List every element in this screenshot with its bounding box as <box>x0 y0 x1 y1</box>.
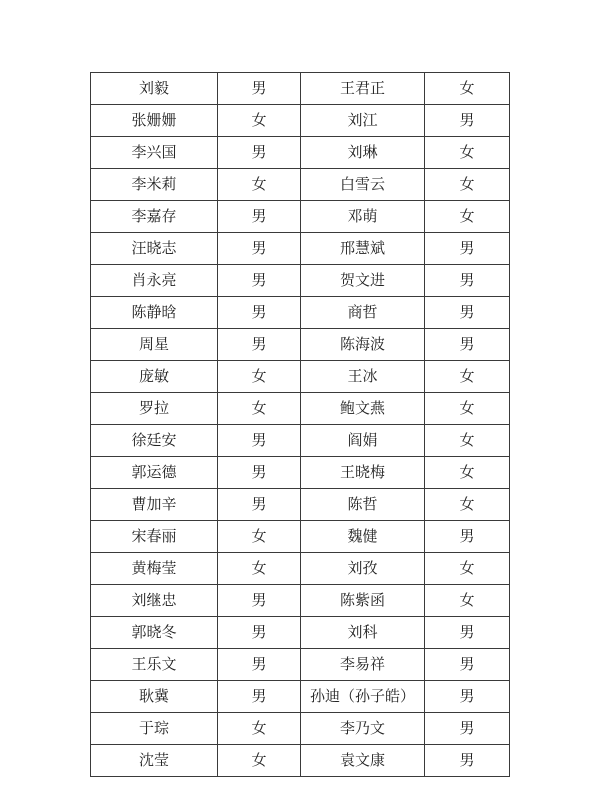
table-row <box>91 393 510 425</box>
gender-cell: 男 <box>218 425 301 457</box>
gender-cell: 男 <box>218 137 301 169</box>
gender-cell: 男 <box>218 233 301 265</box>
name-cell: 王乐文 <box>91 649 218 681</box>
table-row <box>91 169 510 201</box>
name-cell: 邓萌 <box>301 201 425 233</box>
gender-cell: 女 <box>425 553 510 585</box>
gender-cell: 男 <box>425 649 510 681</box>
name-cell: 刘毅 <box>91 73 218 105</box>
table-row <box>91 73 510 105</box>
table-row <box>91 521 510 553</box>
name-cell: 商哲 <box>301 297 425 329</box>
gender-cell: 女 <box>218 713 301 745</box>
name-cell: 魏健 <box>301 521 425 553</box>
name-cell: 刘琳 <box>301 137 425 169</box>
table-row <box>91 681 510 713</box>
name-cell: 徐廷安 <box>91 425 218 457</box>
table-row <box>91 553 510 585</box>
table-row <box>91 457 510 489</box>
gender-cell: 男 <box>218 329 301 361</box>
name-cell: 李兴国 <box>91 137 218 169</box>
gender-cell: 男 <box>425 745 510 777</box>
gender-cell: 男 <box>425 521 510 553</box>
gender-cell: 男 <box>218 649 301 681</box>
name-cell: 李米莉 <box>91 169 218 201</box>
gender-cell: 男 <box>218 297 301 329</box>
name-cell: 肖永亮 <box>91 265 218 297</box>
name-cell: 于琮 <box>91 713 218 745</box>
gender-cell: 女 <box>218 169 301 201</box>
gender-cell: 男 <box>425 329 510 361</box>
gender-cell: 男 <box>425 617 510 649</box>
name-cell: 王君正 <box>301 73 425 105</box>
table-row <box>91 297 510 329</box>
name-cell: 刘继忠 <box>91 585 218 617</box>
name-cell: 张姗姗 <box>91 105 218 137</box>
gender-cell: 女 <box>425 393 510 425</box>
name-cell: 王冰 <box>301 361 425 393</box>
gender-cell: 女 <box>425 169 510 201</box>
table-row <box>91 649 510 681</box>
gender-cell: 女 <box>425 137 510 169</box>
name-cell: 鲍文燕 <box>301 393 425 425</box>
table-row <box>91 745 510 777</box>
gender-cell: 男 <box>425 105 510 137</box>
name-cell: 刘江 <box>301 105 425 137</box>
name-cell: 刘科 <box>301 617 425 649</box>
gender-cell: 男 <box>218 681 301 713</box>
table-row <box>91 329 510 361</box>
gender-cell: 女 <box>425 73 510 105</box>
gender-cell: 男 <box>218 265 301 297</box>
table-body <box>91 73 510 777</box>
gender-cell: 女 <box>425 585 510 617</box>
gender-cell: 男 <box>425 233 510 265</box>
gender-cell: 女 <box>218 745 301 777</box>
gender-cell: 女 <box>425 361 510 393</box>
name-cell: 周星 <box>91 329 218 361</box>
table-row <box>91 361 510 393</box>
gender-cell: 女 <box>218 105 301 137</box>
name-cell: 汪晓志 <box>91 233 218 265</box>
name-cell: 黄梅莹 <box>91 553 218 585</box>
table-row <box>91 489 510 521</box>
name-cell: 曹加辛 <box>91 489 218 521</box>
gender-cell: 女 <box>218 521 301 553</box>
name-cell: 陈静晗 <box>91 297 218 329</box>
name-cell: 罗拉 <box>91 393 218 425</box>
gender-cell: 女 <box>218 393 301 425</box>
table-row <box>91 233 510 265</box>
gender-cell: 男 <box>425 265 510 297</box>
gender-cell: 女 <box>425 489 510 521</box>
gender-cell: 男 <box>218 585 301 617</box>
name-cell: 陈哲 <box>301 489 425 521</box>
table-row <box>91 713 510 745</box>
name-cell: 白雪云 <box>301 169 425 201</box>
name-cell: 李乃文 <box>301 713 425 745</box>
table-row <box>91 425 510 457</box>
name-cell: 李易祥 <box>301 649 425 681</box>
name-cell: 宋春丽 <box>91 521 218 553</box>
name-cell: 郭晓冬 <box>91 617 218 649</box>
name-cell: 耿冀 <box>91 681 218 713</box>
name-cell: 王晓梅 <box>301 457 425 489</box>
name-gender-table <box>90 72 510 777</box>
gender-cell: 女 <box>218 361 301 393</box>
name-cell: 贺文进 <box>301 265 425 297</box>
name-cell: 陈海波 <box>301 329 425 361</box>
name-cell: 孙迪（孙子皓） <box>301 681 425 713</box>
name-cell: 郭运德 <box>91 457 218 489</box>
table-row <box>91 617 510 649</box>
table-row <box>91 201 510 233</box>
gender-cell: 男 <box>218 489 301 521</box>
gender-cell: 男 <box>218 73 301 105</box>
name-cell: 袁文康 <box>301 745 425 777</box>
name-cell: 陈紫函 <box>301 585 425 617</box>
name-cell: 李嘉存 <box>91 201 218 233</box>
gender-cell: 女 <box>425 425 510 457</box>
gender-cell: 男 <box>425 297 510 329</box>
gender-cell: 男 <box>425 713 510 745</box>
name-cell: 庞敏 <box>91 361 218 393</box>
gender-cell: 女 <box>425 201 510 233</box>
gender-cell: 男 <box>218 457 301 489</box>
table-row <box>91 137 510 169</box>
table-row <box>91 105 510 137</box>
gender-cell: 男 <box>425 681 510 713</box>
gender-cell: 男 <box>218 617 301 649</box>
name-cell: 刘孜 <box>301 553 425 585</box>
name-cell: 沈莹 <box>91 745 218 777</box>
table-row <box>91 265 510 297</box>
table-row <box>91 585 510 617</box>
gender-cell: 女 <box>425 457 510 489</box>
name-cell: 阎娟 <box>301 425 425 457</box>
name-cell: 邢慧斌 <box>301 233 425 265</box>
gender-cell: 男 <box>218 201 301 233</box>
gender-cell: 女 <box>218 553 301 585</box>
